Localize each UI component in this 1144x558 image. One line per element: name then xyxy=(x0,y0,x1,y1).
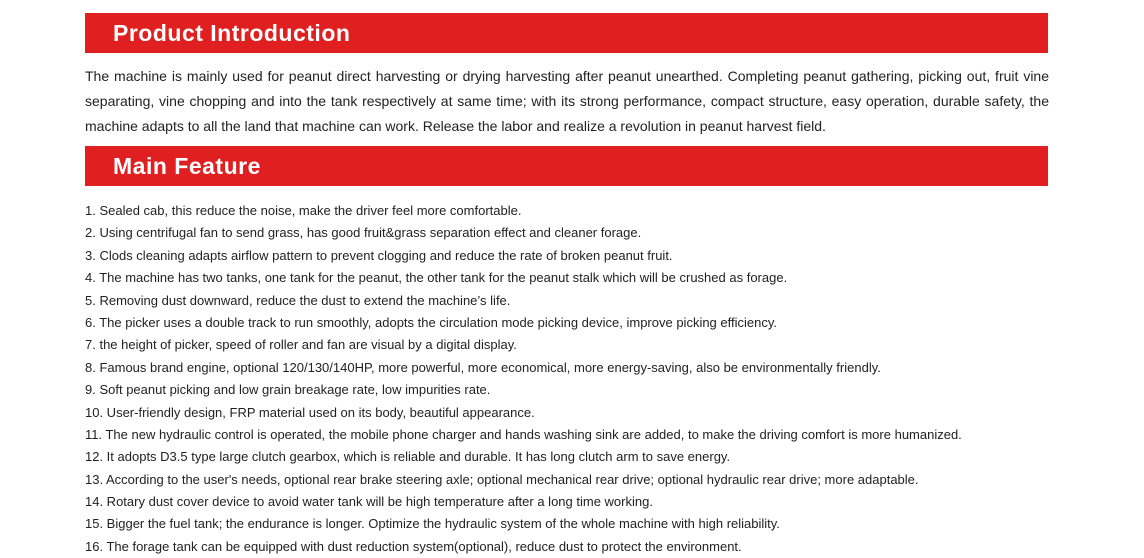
feature-item: 13. According to the user's needs, optional rear brake steering axle; optional mechanical rear drive; optional hydraulic rear drive; more adaptable. xyxy=(85,471,919,487)
feature-item: 4. The machine has two tanks, one tank for the peanut, the other tank for the peanut stalk which will be crushed as forage. xyxy=(85,270,788,286)
feature-item: 15. Bigger the fuel tank; the endurance is longer. Optimize the hydraulic system of the whole machine with high reliability. xyxy=(85,516,780,532)
product-introduction-title: Product Introduction xyxy=(113,19,351,46)
product-introduction-text: The machine is mainly used for peanut direct harvesting or drying harvesting after peanut unearthed. Completing peanut gathering, picking out, fruit vine separating, vine chopping and into the tank respectively at same time; with its strong performance, compact structure, easy operation, durable safety, the machine adapts to all the land that machine can work. Release the labor and realize a revolution in peanut harvest field. xyxy=(85,68,1049,134)
main-feature-title: Main Feature xyxy=(113,152,261,179)
feature-item: 9. Soft peanut picking and low grain breakage rate, low impurities rate. xyxy=(85,382,491,398)
feature-item: 10. User-friendly design, FRP material used on its body, beautiful appearance. xyxy=(85,404,535,420)
feature-item: 3. Clods cleaning adapts airflow pattern to prevent clogging and reduce the rate of broken peanut fruit. xyxy=(85,247,673,263)
feature-item: 11. The new hydraulic control is operated, the mobile phone charger and hands washing sink are added, to make the driving comfort is more humanized. xyxy=(85,426,962,442)
feature-item: 16. The forage tank can be equipped with dust reduction system(optional), reduce dust to protect the environment. xyxy=(85,538,742,554)
feature-item: 1. Sealed cab, this reduce the noise, make the driver feel more comfortable. xyxy=(85,203,522,218)
feature-item: 5. Removing dust downward, reduce the dust to extend the machine’s life. xyxy=(85,292,511,308)
feature-item: 12. It adopts D3.5 type large clutch gearbox, which is reliable and durable. It has long clutch arm to save energy. xyxy=(85,449,731,465)
feature-item: 14. Rotary dust cover device to avoid water tank will be high temperature after a long time working. xyxy=(85,494,653,510)
feature-item: 2. Using centrifugal fan to send grass, has good fruit&grass separation effect and cleaner forage. xyxy=(85,225,642,241)
main-feature-list xyxy=(85,200,1075,558)
main-feature-header xyxy=(85,146,1048,186)
feature-item: 8. Famous brand engine, optional 120/130/140HP, more powerful, more economical, more energy-saving, also be environmentally friendly. xyxy=(85,359,881,375)
feature-item: 6. The picker uses a double track to run smoothly, adopts the circulation mode picking device, improve picking efficiency. xyxy=(85,314,778,330)
product-introduction-header xyxy=(85,13,1048,53)
feature-item: 7. the height of picker, speed of roller and fan are visual by a digital display. xyxy=(85,337,517,353)
